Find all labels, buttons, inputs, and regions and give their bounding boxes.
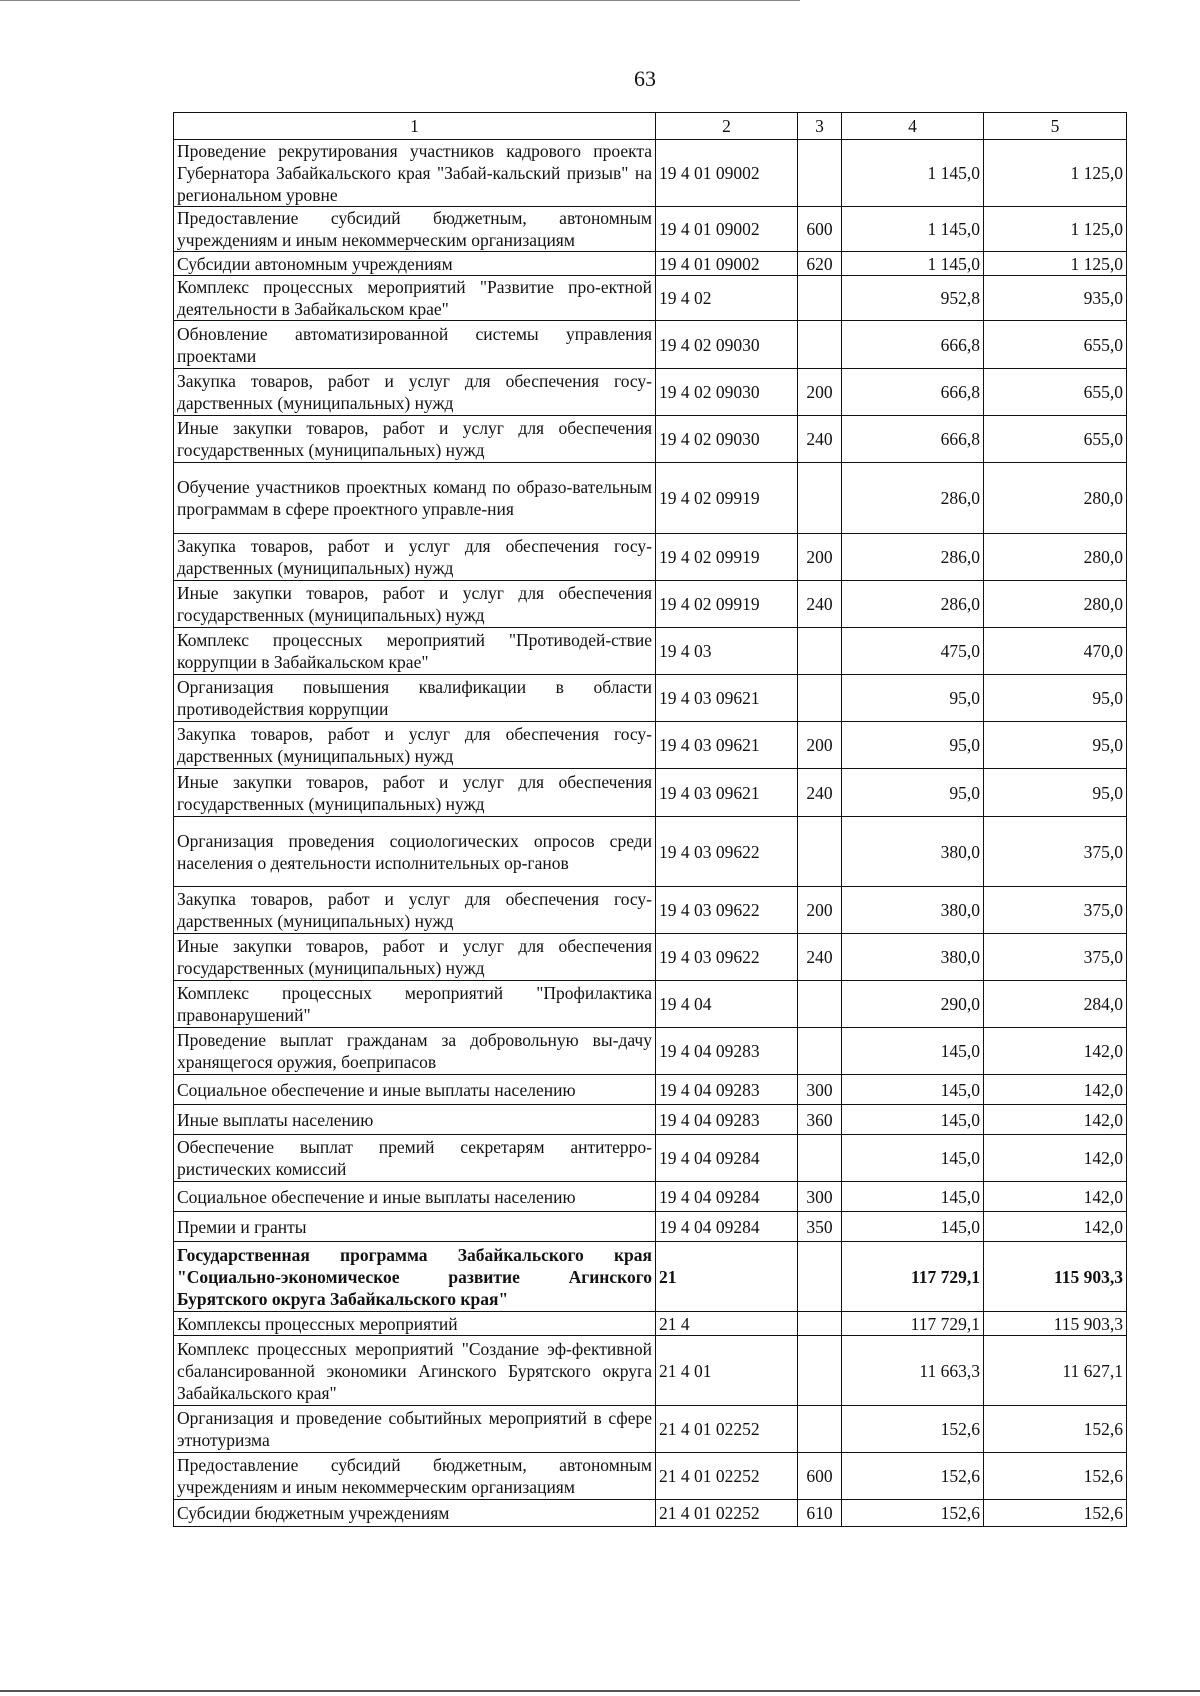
row-code-cell: 19 4 03 09622	[656, 887, 798, 934]
row-expense-type-cell: 200	[798, 887, 842, 934]
row-name-cell: Иные закупки товаров, работ и услуг для обеспечения государственных (муниципальных) нужд	[174, 416, 656, 463]
row-value-col5-cell: 470,0	[984, 628, 1127, 675]
row-value-col4-cell: 95,0	[842, 769, 984, 817]
row-code-cell: 19 4 03	[656, 628, 798, 675]
row-name-cell: Иные закупки товаров, работ и услуг для обеспечения государственных (муниципальных) нужд	[174, 769, 656, 817]
row-value-col5-cell: 375,0	[984, 887, 1127, 934]
row-value-col4-cell: 475,0	[842, 628, 984, 675]
row-value-col4-cell: 952,8	[842, 276, 984, 321]
row-name-cell: Обновление автоматизированной системы управления проектами	[174, 321, 656, 369]
row-value-col4-cell: 1 145,0	[842, 140, 984, 207]
row-value-col5-cell: 1 125,0	[984, 140, 1127, 207]
row-name-cell: Закупка товаров, работ и услуг для обеспечения госу-дарственных (муниципальных) нужд	[174, 369, 656, 416]
row-name-cell: Проведение выплат гражданам за добровольную вы-дачу хранящегося оружия, боеприпасов	[174, 1028, 656, 1075]
row-expense-type-cell	[798, 628, 842, 675]
row-value-col5-cell: 142,0	[984, 1212, 1127, 1242]
row-value-col5-cell: 152,6	[984, 1406, 1127, 1453]
row-name-cell: Комплекс процессных мероприятий "Развитие про-ектной деятельности в Забайкальском крае"	[174, 276, 656, 321]
row-expense-type-cell: 600	[798, 207, 842, 252]
row-expense-type-cell	[798, 1312, 842, 1336]
row-value-col4-cell: 286,0	[842, 534, 984, 581]
table-body	[174, 140, 1127, 1527]
table-row	[174, 1135, 1127, 1182]
row-code-cell: 19 4 02 09030	[656, 369, 798, 416]
row-value-col4-cell: 145,0	[842, 1212, 984, 1242]
row-name-cell: Иные выплаты населению	[174, 1105, 656, 1135]
row-code-cell: 19 4 01 09002	[656, 252, 798, 276]
row-value-col5-cell: 115 903,3	[984, 1242, 1127, 1312]
row-expense-type-cell	[798, 1135, 842, 1182]
row-value-col5-cell: 284,0	[984, 981, 1127, 1028]
row-value-col5-cell: 95,0	[984, 769, 1127, 817]
row-code-cell: 19 4 02 09919	[656, 581, 798, 628]
row-code-cell: 19 4 04 09284	[656, 1182, 798, 1212]
row-expense-type-cell: 300	[798, 1075, 842, 1105]
row-value-col5-cell: 280,0	[984, 534, 1127, 581]
row-code-cell: 19 4 03 09622	[656, 934, 798, 981]
table-row	[174, 207, 1127, 252]
table-row	[174, 1182, 1127, 1212]
row-value-col5-cell: 142,0	[984, 1182, 1127, 1212]
row-name-cell: Социальное обеспечение и иные выплаты населению	[174, 1182, 656, 1212]
row-value-col4-cell: 152,6	[842, 1406, 984, 1453]
table-row	[174, 1075, 1127, 1105]
row-value-col4-cell: 145,0	[842, 1075, 984, 1105]
table-row	[174, 1212, 1127, 1242]
row-code-cell: 19 4 03 09621	[656, 769, 798, 817]
row-value-col4-cell: 145,0	[842, 1105, 984, 1135]
table-row	[174, 1453, 1127, 1500]
row-code-cell: 19 4 01 09002	[656, 140, 798, 207]
row-name-cell: Предоставление субсидий бюджетным, автономным учреждениям и иным некоммерческим организациям	[174, 1453, 656, 1500]
row-expense-type-cell	[798, 817, 842, 887]
row-expense-type-cell: 200	[798, 722, 842, 769]
row-value-col4-cell: 95,0	[842, 675, 984, 722]
row-value-col4-cell: 95,0	[842, 722, 984, 769]
row-name-cell: Закупка товаров, работ и услуг для обеспечения госу-дарственных (муниципальных) нужд	[174, 722, 656, 769]
row-code-cell: 19 4 03 09621	[656, 722, 798, 769]
table-row	[174, 276, 1127, 321]
row-value-col4-cell: 1 145,0	[842, 207, 984, 252]
row-expense-type-cell	[798, 140, 842, 207]
row-expense-type-cell: 600	[798, 1453, 842, 1500]
row-value-col5-cell: 1 125,0	[984, 207, 1127, 252]
row-name-cell: Премии и гранты	[174, 1212, 656, 1242]
row-code-cell: 19 4 04 09284	[656, 1212, 798, 1242]
row-expense-type-cell: 610	[798, 1500, 842, 1527]
row-value-col5-cell: 655,0	[984, 416, 1127, 463]
table-row	[174, 1105, 1127, 1135]
row-name-cell: Комплекс процессных мероприятий "Создание эф-фективной сбалансированной экономики Агинского Бурятского округа Забайкальского края"	[174, 1336, 656, 1406]
row-expense-type-cell	[798, 675, 842, 722]
row-code-cell: 19 4 04	[656, 981, 798, 1028]
row-expense-type-cell	[798, 1406, 842, 1453]
row-value-col4-cell: 1 145,0	[842, 252, 984, 276]
table-row	[174, 1242, 1127, 1312]
row-name-cell: Организация проведения социологических опросов среди населения о деятельности исполнительных ор-ганов	[174, 817, 656, 887]
row-code-cell: 19 4 02 09919	[656, 534, 798, 581]
row-code-cell: 19 4 04 09283	[656, 1028, 798, 1075]
row-name-cell: Закупка товаров, работ и услуг для обеспечения госу-дарственных (муниципальных) нужд	[174, 887, 656, 934]
table-row	[174, 581, 1127, 628]
column-header-3: 3	[798, 113, 842, 140]
row-expense-type-cell: 620	[798, 252, 842, 276]
table-row	[174, 534, 1127, 581]
row-name-cell: Комплекс процессных мероприятий "Противодей-ствие коррупции в Забайкальском крае"	[174, 628, 656, 675]
row-expense-type-cell	[798, 321, 842, 369]
row-name-cell: Субсидии бюджетным учреждениям	[174, 1500, 656, 1527]
row-value-col5-cell: 280,0	[984, 463, 1127, 534]
row-code-cell: 19 4 04 09283	[656, 1105, 798, 1135]
table-row	[174, 1336, 1127, 1406]
row-value-col5-cell: 655,0	[984, 321, 1127, 369]
row-name-cell: Иные закупки товаров, работ и услуг для обеспечения государственных (муниципальных) нужд	[174, 581, 656, 628]
row-code-cell: 21	[656, 1242, 798, 1312]
row-value-col4-cell: 152,6	[842, 1453, 984, 1500]
row-value-col4-cell: 286,0	[842, 463, 984, 534]
row-name-cell: Организация повышения квалификации в области противодействия коррупции	[174, 675, 656, 722]
table-row	[174, 981, 1127, 1028]
row-code-cell: 19 4 02 09030	[656, 416, 798, 463]
row-value-col5-cell: 655,0	[984, 369, 1127, 416]
row-code-cell: 21 4 01 02252	[656, 1500, 798, 1527]
table-row	[174, 722, 1127, 769]
column-header-1: 1	[174, 113, 656, 140]
row-value-col4-cell: 145,0	[842, 1028, 984, 1075]
row-expense-type-cell: 200	[798, 534, 842, 581]
table-row	[174, 817, 1127, 887]
row-code-cell: 21 4 01 02252	[656, 1406, 798, 1453]
row-value-col4-cell: 380,0	[842, 934, 984, 981]
row-value-col4-cell: 145,0	[842, 1182, 984, 1212]
row-value-col4-cell: 666,8	[842, 321, 984, 369]
row-value-col4-cell: 117 729,1	[842, 1312, 984, 1336]
row-expense-type-cell	[798, 1028, 842, 1075]
row-code-cell: 19 4 02 09919	[656, 463, 798, 534]
row-value-col4-cell: 666,8	[842, 369, 984, 416]
row-expense-type-cell: 240	[798, 581, 842, 628]
table-row	[174, 1406, 1127, 1453]
row-code-cell: 19 4 02	[656, 276, 798, 321]
row-expense-type-cell	[798, 1336, 842, 1406]
row-expense-type-cell	[798, 276, 842, 321]
table-row	[174, 628, 1127, 675]
row-expense-type-cell	[798, 981, 842, 1028]
table-row	[174, 1312, 1127, 1336]
row-value-col5-cell: 142,0	[984, 1105, 1127, 1135]
table-row	[174, 887, 1127, 934]
row-code-cell: 19 4 03 09621	[656, 675, 798, 722]
scan-border-bottom	[0, 1690, 1200, 1692]
row-code-cell: 19 4 02 09030	[656, 321, 798, 369]
table-row	[174, 934, 1127, 981]
row-name-cell: Субсидии автономным учреждениям	[174, 252, 656, 276]
table-header-row	[174, 113, 1127, 140]
row-value-col4-cell: 286,0	[842, 581, 984, 628]
page-number: 63	[634, 66, 656, 91]
row-code-cell: 19 4 01 09002	[656, 207, 798, 252]
row-name-cell: Комплексы процессных мероприятий	[174, 1312, 656, 1336]
row-value-col5-cell: 375,0	[984, 817, 1127, 887]
column-header-2: 2	[656, 113, 798, 140]
row-name-cell: Организация и проведение событийных мероприятий в сфере этнотуризма	[174, 1406, 656, 1453]
table-row	[174, 769, 1127, 817]
row-expense-type-cell: 200	[798, 369, 842, 416]
table-row	[174, 675, 1127, 722]
row-expense-type-cell: 350	[798, 1212, 842, 1242]
row-name-cell: Социальное обеспечение и иные выплаты населению	[174, 1075, 656, 1105]
row-expense-type-cell	[798, 463, 842, 534]
row-value-col4-cell: 11 663,3	[842, 1336, 984, 1406]
row-expense-type-cell: 240	[798, 934, 842, 981]
row-expense-type-cell: 240	[798, 769, 842, 817]
row-code-cell: 21 4 01	[656, 1336, 798, 1406]
column-header-5: 5	[984, 113, 1127, 140]
row-value-col5-cell: 152,6	[984, 1500, 1127, 1527]
row-value-col4-cell: 290,0	[842, 981, 984, 1028]
row-code-cell: 19 4 04 09283	[656, 1075, 798, 1105]
row-value-col4-cell: 380,0	[842, 887, 984, 934]
row-name-cell: Проведение рекрутирования участников кадрового проекта Губернатора Забайкальского края "Забай-кальский призыв" на региональном уровне	[174, 140, 656, 207]
column-header-4: 4	[842, 113, 984, 140]
row-value-col5-cell: 95,0	[984, 722, 1127, 769]
row-value-col4-cell: 117 729,1	[842, 1242, 984, 1312]
row-name-cell: Закупка товаров, работ и услуг для обеспечения госу-дарственных (муниципальных) нужд	[174, 534, 656, 581]
row-value-col5-cell: 142,0	[984, 1075, 1127, 1105]
row-value-col4-cell: 145,0	[842, 1135, 984, 1182]
row-code-cell: 19 4 04 09284	[656, 1135, 798, 1182]
row-expense-type-cell: 240	[798, 416, 842, 463]
table-row	[174, 140, 1127, 207]
row-code-cell: 19 4 03 09622	[656, 817, 798, 887]
row-value-col4-cell: 380,0	[842, 817, 984, 887]
row-value-col5-cell: 152,6	[984, 1453, 1127, 1500]
row-code-cell: 21 4	[656, 1312, 798, 1336]
row-name-cell: Обучение участников проектных команд по образо-вательным программам в сфере проектного управле-ния	[174, 463, 656, 534]
budget-table	[173, 112, 1127, 1527]
row-value-col5-cell: 142,0	[984, 1028, 1127, 1075]
row-name-cell: Обеспечение выплат премий секретарям антитерро-ристических комиссий	[174, 1135, 656, 1182]
row-value-col5-cell: 1 125,0	[984, 252, 1127, 276]
row-value-col5-cell: 95,0	[984, 675, 1127, 722]
row-value-col5-cell: 375,0	[984, 934, 1127, 981]
row-name-cell: Государственная программа Забайкальского края "Социально-экономическое развитие Агинского Бурятского округа Забайкальского края"	[174, 1242, 656, 1312]
row-expense-type-cell: 300	[798, 1182, 842, 1212]
row-value-col5-cell: 142,0	[984, 1135, 1127, 1182]
row-value-col4-cell: 666,8	[842, 416, 984, 463]
row-value-col5-cell: 935,0	[984, 276, 1127, 321]
table-row	[174, 252, 1127, 276]
table-row	[174, 369, 1127, 416]
table-row	[174, 1500, 1127, 1527]
table-row	[174, 416, 1127, 463]
row-expense-type-cell	[798, 1242, 842, 1312]
row-value-col4-cell: 152,6	[842, 1500, 984, 1527]
row-name-cell: Комплекс процессных мероприятий "Профилактика правонарушений"	[174, 981, 656, 1028]
row-expense-type-cell: 360	[798, 1105, 842, 1135]
table-row	[174, 1028, 1127, 1075]
row-name-cell: Иные закупки товаров, работ и услуг для обеспечения государственных (муниципальных) нужд	[174, 934, 656, 981]
scan-border-top	[0, 0, 800, 1]
row-code-cell: 21 4 01 02252	[656, 1453, 798, 1500]
row-value-col5-cell: 115 903,3	[984, 1312, 1127, 1336]
row-value-col5-cell: 280,0	[984, 581, 1127, 628]
row-value-col5-cell: 11 627,1	[984, 1336, 1127, 1406]
row-name-cell: Предоставление субсидий бюджетным, автономным учреждениям и иным некоммерческим организациям	[174, 207, 656, 252]
table-row	[174, 321, 1127, 369]
table-row	[174, 463, 1127, 534]
